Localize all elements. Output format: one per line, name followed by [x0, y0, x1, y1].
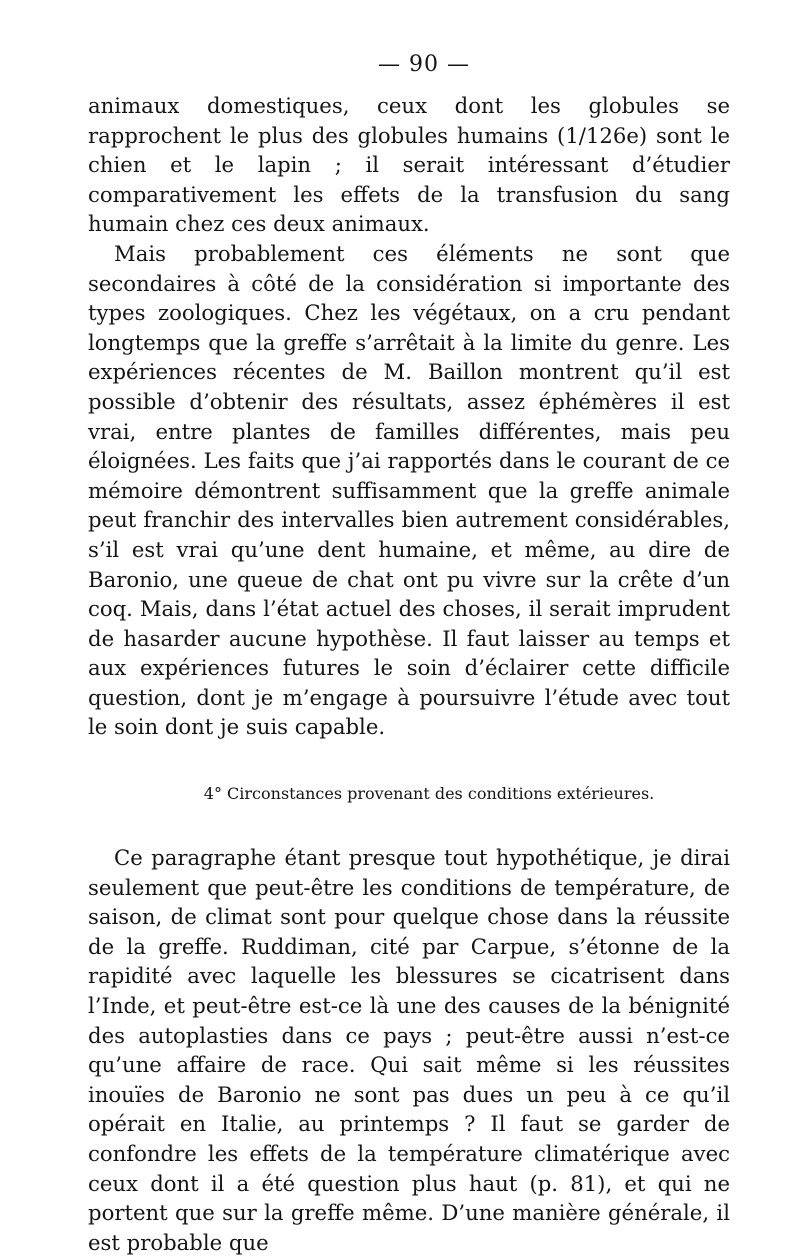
paragraph-zoological-types: Mais probablement ces éléments ne sont que secondaires à côté de la considération si importante des types zoologiques. Chez les végétaux, on a cru pendant longtemps que la greffe s’arrêtait à la limite du genre. Les expériences récentes de M. Baillon montrent qu’il est possible d’obtenir des résultats, assez éphémères il est vrai, entre plantes de familles différentes, mais peu éloignées. Les faits que j’ai rapportés dans le courant de ce mémoire démontrent suffisamment que la greffe animale peut franchir des intervalles bien autrement considérables, s’il est vrai qu’une dent humaine, et même, au dire de Baronio, une queue de chat ont pu vivre sur la crête d’un coq. Mais, dans l’état actuel des choses, il serait imprudent de hasarder aucune hypothèse. Il faut laisser au temps et aux expériences futures le soin d’éclairer cette difficile question, dont je m’engage à poursuivre l’étude avec tout le soin dont je suis capable.	[88, 240, 730, 740]
section-heading: 4° Circonstances provenant des conditions extérieures.	[203, 784, 655, 804]
paragraph-external-conditions: Ce paragraphe étant presque tout hypothétique, je dirai seulement que peut-être les conditions de température, de saison, de climat sont pour quelque chose dans la réussite de la greffe. Ruddiman, cité par Carpue, s’étonne de la rapidité avec laquelle les blessures se cicatrisent dans l’Inde, et peut-être est-ce là une des causes de la bénignité des autoplasties dans ce pays ; peut-être aussi n’est-ce qu’une affaire de race. Qui sait même si les réussites inouïes de Baronio ne sont pas dues un peu à ce qu’il opérait en Italie, au printemps ? Il faut se garder de confondre les effets de la température climatérique avec ceux dont il a été question plus haut (p. 81), et qui ne portent que sur la greffe même. D’une manière générale, il est probable que	[88, 845, 730, 1255]
page-number: — 90 —	[378, 52, 470, 77]
paragraph-continuation: animaux domestiques, ceux dont les globules se rapprochent le plus des globules humains (1/126e) sont le chien et le lapin ; il serait intéressant d’étudier comparativement les effets de la transfusion du sang humain chez ces deux animaux.	[88, 93, 730, 237]
